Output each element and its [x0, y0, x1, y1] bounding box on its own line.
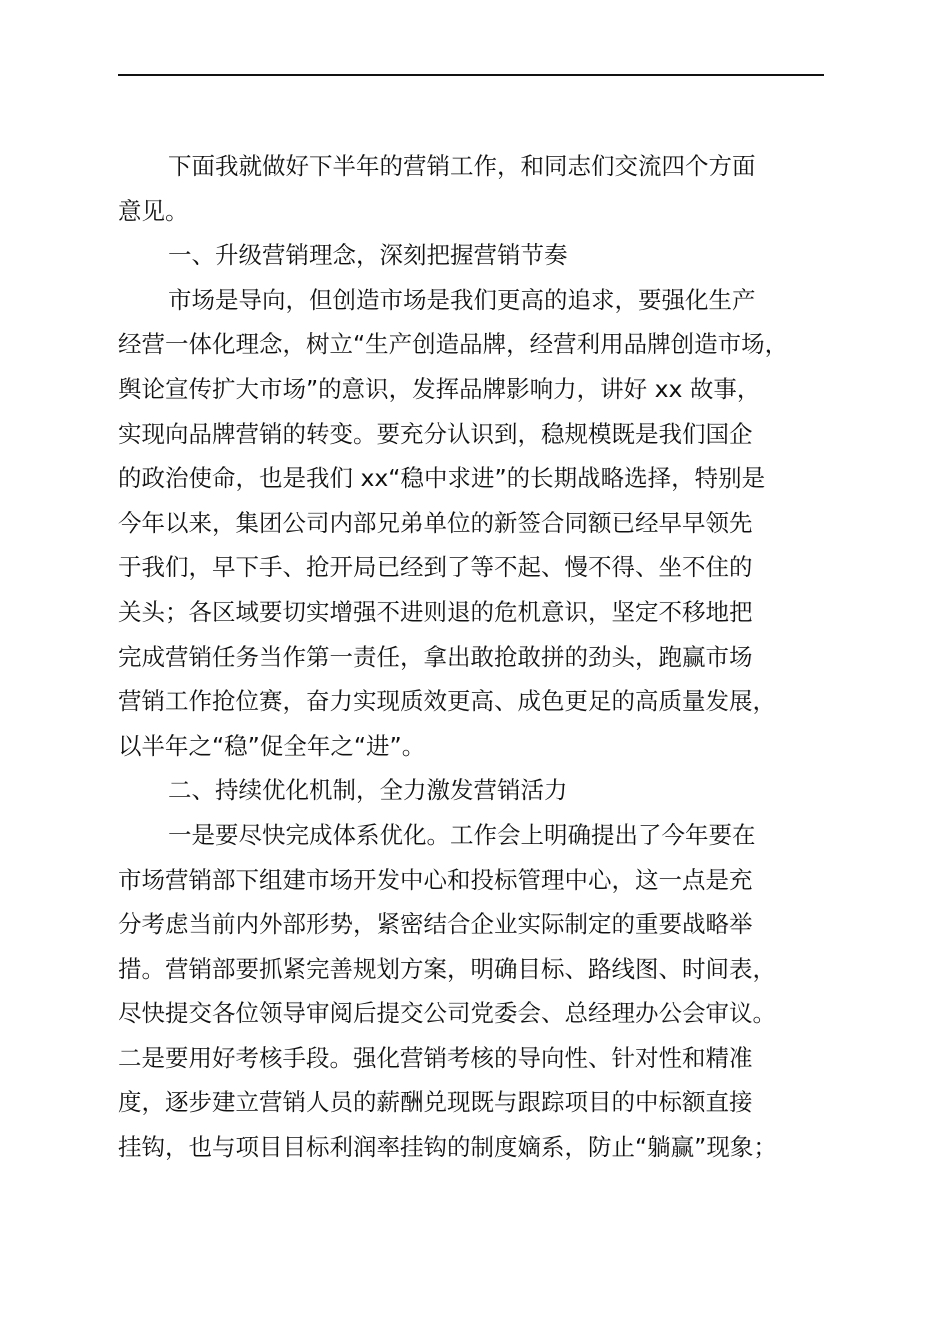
paragraph-line: 营销工作抢位赛，奋力实现质效更高、成色更足的高质量发展， [118, 687, 776, 716]
paragraph-line: 经营一体化理念，树立“生产创造品牌，经营利用品牌创造市场， [118, 330, 789, 359]
paragraph-line: 市场是导向，但创造市场是我们更高的追求，要强化生产 [168, 285, 756, 314]
section-heading-1: 一、升级营销理念，深刻把握营销节奏 [168, 241, 568, 270]
paragraph-line: 的政治使命，也是我们 xx“稳中求进”的长期战略选择，特别是 [118, 464, 766, 493]
document-body [118, 144, 838, 1170]
section-heading-2: 二、持续优化机制，全力激发营销活力 [168, 776, 568, 805]
paragraph-line: 以半年之“稳”促全年之“进”。 [118, 731, 426, 760]
paragraph-line: 下面我就做好下半年的营销工作，和同志们交流四个方面 [168, 152, 756, 180]
paragraph-line: 完成营销任务当作第一责任，拿出敢抢敢拼的劲头，跑赢市场 [118, 642, 753, 671]
paragraph-line: 于我们，早下手、抢开局已经到了等不起、慢不得、坐不住的 [118, 553, 753, 582]
paragraph-line: 二是要用好考核手段。强化营销考核的导向性、针对性和精准 [118, 1043, 753, 1072]
paragraph-line: 挂钩，也与项目目标利润率挂钩的制度嫡系，防止“躺赢”现象； [118, 1133, 777, 1162]
paragraph-line: 关头；各区域要切实增强不进则退的危机意识，坚定不移地把 [118, 597, 753, 626]
paragraph-line: 尽快提交各位领导审阅后提交公司党委会、总经理办公会审议。 [118, 999, 776, 1028]
paragraph-line: 措。营销部要抓紧完善规划方案，明确目标、路线图、时间表， [118, 954, 776, 983]
header-rule [118, 74, 824, 76]
paragraph-line: 市场营销部下组建市场开发中心和投标管理中心，这一点是充 [118, 865, 753, 894]
paragraph-line: 实现向品牌营销的转变。要充分认识到，稳规模既是我们国企 [118, 419, 753, 448]
paragraph-line: 舆论宣传扩大市场”的意识，发挥品牌影响力，讲好 xx 故事， [118, 374, 761, 403]
paragraph-line: 意见。 [118, 196, 189, 225]
paragraph-line: 分考虑当前内外部形势，紧密结合企业实际制定的重要战略举 [118, 910, 753, 939]
paragraph-line: 一是要尽快完成体系优化。工作会上明确提出了今年要在 [168, 820, 756, 849]
paragraph-line: 度，逐步建立营销人员的薪酬兑现既与跟踪项目的中标额直接 [118, 1088, 753, 1117]
paragraph-line: 今年以来，集团公司内部兄弟单位的新签合同额已经早早领先 [118, 508, 753, 537]
